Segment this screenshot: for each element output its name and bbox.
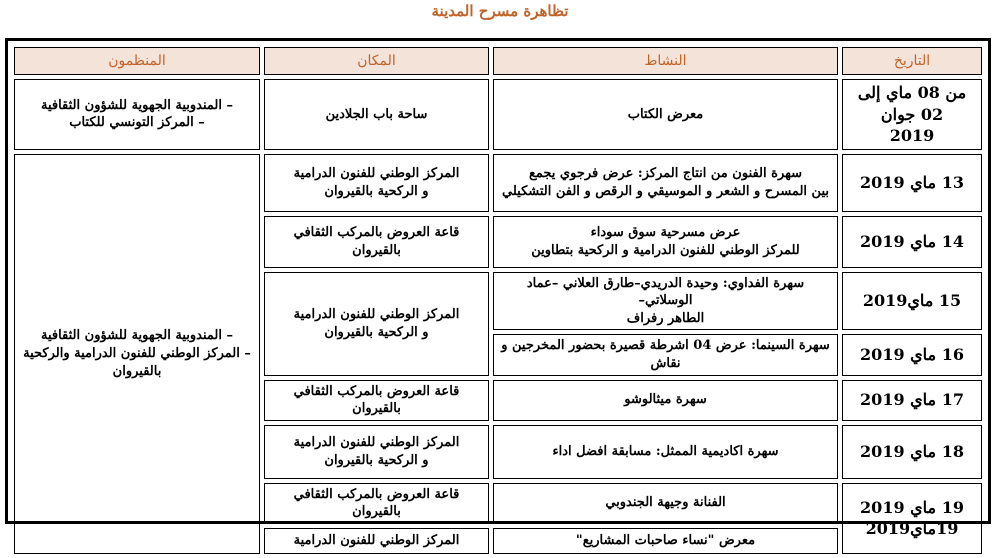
table-row bbox=[14, 79, 982, 150]
header-activity: النشاط bbox=[493, 47, 838, 75]
organizer-cell: – المندوبية الجهوية للشؤون الثقافية – المركز الوطني للفنون الدرامية والركحية بالقيروان bbox=[14, 154, 260, 554]
place-cell: ساحة باب الجلادين bbox=[264, 79, 489, 150]
date-cell: من 08 ماي إلى 02 جوان 2019 bbox=[842, 79, 982, 150]
header-place: المكان bbox=[264, 47, 489, 75]
activity-cell: عرض مسرحية سوق سوداء للمركز الوطني للفنون الدرامية و الركحية بتطاوين bbox=[493, 216, 838, 268]
activity-cell: سهرة السينما: عرض 04 اشرطة قصيرة بحضور المخرجين و نقاش bbox=[493, 334, 838, 375]
date-cell: 16 ماي 2019 bbox=[842, 334, 982, 375]
place-cell: المركز الوطني للفنون الدرامية و الركحية بالقيروان bbox=[264, 154, 489, 212]
date-cell: 19 ماي 2019 19ماي2019 bbox=[842, 483, 982, 554]
activity-cell: معرض "نساء صاحبات المشاريع" bbox=[493, 528, 838, 554]
place-cell: قاعة العروض بالمركب الثقافي بالقيروان bbox=[264, 483, 489, 524]
place-cell: المركز الوطني للفنون الدرامية bbox=[264, 528, 489, 554]
header-organizer: المنظمون bbox=[14, 47, 260, 75]
table-row bbox=[14, 154, 982, 212]
date-cell: 18 ماي 2019 bbox=[842, 425, 982, 479]
activity-cell: سهرة ميثالوشو bbox=[493, 380, 838, 421]
place-cell: قاعة العروض بالمركب الثقافي بالقيروان bbox=[264, 216, 489, 268]
schedule-table bbox=[10, 43, 986, 558]
page-title: تظاهرة مسرح المدينة bbox=[431, 2, 569, 20]
organizer-cell: – المندوبية الجهوية للشؤون الثقافية – المركز التونسي للكتاب bbox=[14, 79, 260, 150]
place-cell: قاعة العروض بالمركب الثقافي بالقيروان bbox=[264, 380, 489, 421]
date-cell: 17 ماي 2019 bbox=[842, 380, 982, 421]
activity-cell: سهرة اكاديمية الممثل: مسابقة افضل اداء bbox=[493, 425, 838, 479]
header-row bbox=[14, 47, 982, 75]
activity-cell: سهرة الفنون من انتاج المركز: عرض فرجوي يجمع بين المسرح و الشعر و الموسيقي و الرقص و الفن التشكيلي bbox=[493, 154, 838, 212]
activity-cell: سهرة الفداوي: وحيدة الدريدي–طارق العلاني –عماد الوسلاتي– الطاهر رفراف bbox=[493, 272, 838, 331]
place-cell: المركز الوطني للفنون الدرامية و الركحية بالقيروان bbox=[264, 425, 489, 479]
activity-cell: معرض الكتاب bbox=[493, 79, 838, 150]
date-cell: 13 ماي 2019 bbox=[842, 154, 982, 212]
header-date: التاريخ bbox=[842, 47, 982, 75]
date-cell: 15 ماي2019 bbox=[842, 272, 982, 331]
place-cell: المركز الوطني للفنون الدرامية و الركحية بالقيروان bbox=[264, 272, 489, 376]
activity-cell: الفنانة وجيهة الجندوبي bbox=[493, 483, 838, 524]
date-cell: 14 ماي 2019 bbox=[842, 216, 982, 268]
